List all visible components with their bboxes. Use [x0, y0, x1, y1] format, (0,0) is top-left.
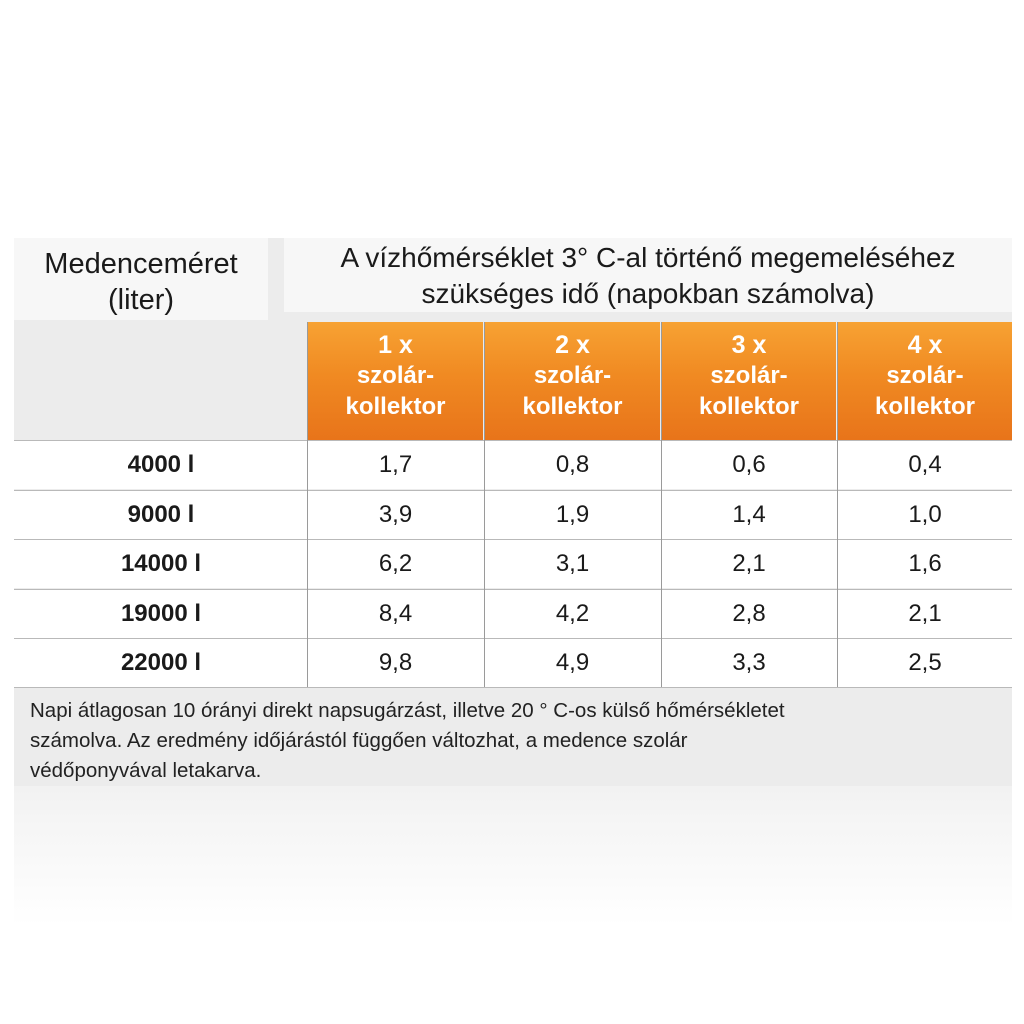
- value-cell: 2,8: [732, 600, 766, 627]
- table-title: [284, 238, 1012, 312]
- table-row: [14, 440, 1012, 489]
- value-cell: 3,9: [378, 501, 413, 528]
- value-cell: 8,4: [378, 600, 413, 627]
- column-header-word: szolár-: [886, 362, 964, 389]
- value-cell: 0,4: [908, 451, 942, 478]
- table-row: [14, 638, 1012, 687]
- value-cell: 1,4: [732, 501, 766, 528]
- column-header-word: kollektor: [522, 393, 623, 420]
- table-title-line: szükséges idő (napokban számolva): [421, 278, 875, 309]
- table-row: [14, 589, 1012, 638]
- value-cell: 3,1: [555, 550, 590, 577]
- column-header-count: 3 x: [731, 331, 767, 359]
- table-row: [14, 539, 1012, 588]
- value-cell: 2,1: [908, 600, 942, 627]
- pool-size-header-line: Medenceméret: [44, 248, 238, 280]
- column-divider: [307, 322, 308, 688]
- background-fade: [14, 786, 1012, 926]
- column-divider: [837, 322, 838, 688]
- footnote: [30, 696, 1006, 786]
- column-header-word: szolár-: [356, 362, 435, 389]
- footnote-line: védőponyvával letakarva.: [30, 759, 262, 782]
- table-title-line: A vízhőmérséklet 3° C-al történő megemeléséhez: [340, 242, 956, 273]
- footnote-line: számolva. Az eredmény időjárástól függően változhat, a medence szolár: [30, 729, 688, 752]
- column-header-count: 4 x: [907, 331, 943, 359]
- value-cell: 6,2: [378, 550, 413, 577]
- column-header-count: 2 x: [555, 331, 590, 359]
- column-header-1x: [308, 322, 483, 440]
- value-cell: 4,9: [555, 649, 590, 676]
- column-header-4x: [838, 322, 1012, 440]
- pool-size-cell: 19000 l: [120, 600, 202, 627]
- value-cell: 0,6: [732, 451, 766, 478]
- footnote-line: Napi átlagosan 10 órányi direkt napsugárzást, illetve 20 ° C-os külső hőmérsékletet: [30, 699, 785, 722]
- column-divider: [484, 322, 485, 688]
- value-cell: 2,1: [732, 550, 766, 577]
- value-cell: 1,0: [908, 501, 942, 528]
- value-cell: 1,7: [378, 451, 413, 478]
- pool-size-header: [14, 238, 268, 320]
- column-header-word: szolár-: [710, 362, 788, 389]
- column-header-word: kollektor: [345, 393, 446, 420]
- column-header-word: kollektor: [698, 393, 800, 420]
- value-cell: 1,6: [908, 550, 942, 577]
- column-header-word: szolár-: [533, 362, 612, 389]
- value-cell: 3,3: [732, 649, 766, 676]
- value-cell: 9,8: [378, 649, 413, 676]
- value-cell: 0,8: [555, 451, 590, 478]
- pool-size-cell: 9000 l: [127, 501, 195, 528]
- column-header-count: 1 x: [378, 331, 413, 359]
- column-divider: [661, 322, 662, 688]
- column-header-2x: [485, 322, 660, 440]
- pool-size-header-line: (liter): [107, 284, 175, 316]
- column-header-3x: [662, 322, 836, 440]
- pool-size-cell: 14000 l: [120, 550, 202, 577]
- table-body: [14, 440, 1012, 688]
- column-header-word: kollektor: [874, 393, 976, 420]
- value-cell: 1,9: [555, 501, 590, 528]
- value-cell: 4,2: [555, 600, 590, 627]
- pool-size-cell: 4000 l: [127, 451, 195, 478]
- table-row: [14, 490, 1012, 539]
- value-cell: 2,5: [908, 649, 942, 676]
- table-bottom-border: [14, 687, 1012, 688]
- pool-size-cell: 22000 l: [120, 649, 202, 676]
